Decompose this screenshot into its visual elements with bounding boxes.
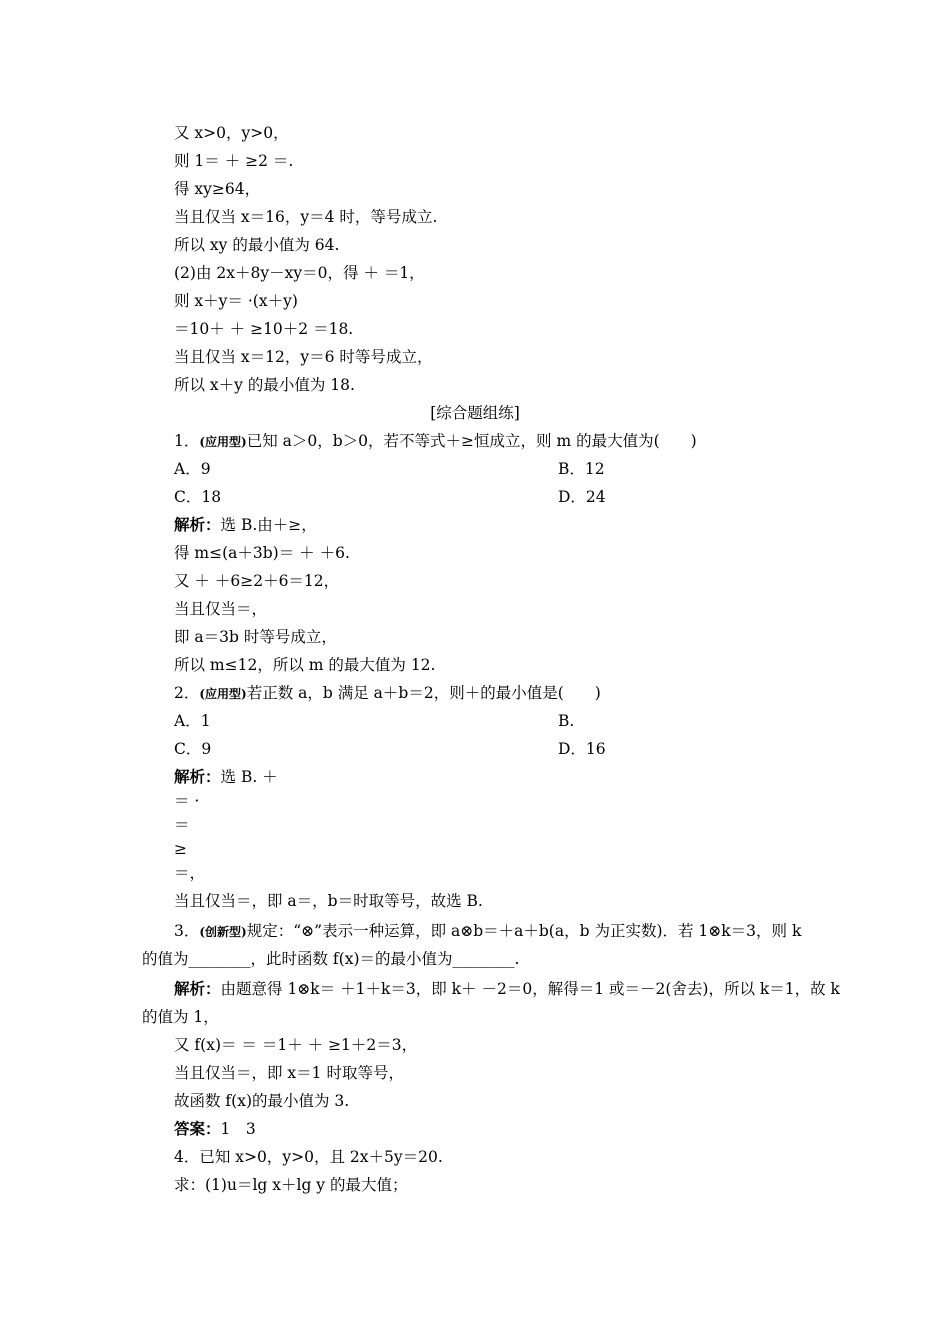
option-a: A．9 [174, 460, 211, 478]
solution-line: 所以 m≤12，所以 m 的最大值为 12. [174, 656, 436, 674]
text-line: 所以 xy 的最小值为 64. [174, 236, 340, 254]
question-4 [174, 1148, 443, 1166]
text-line: 所以 x＋y 的最小值为 18. [174, 376, 355, 394]
solution-text: 由题意得 1⊗k＝ ＋1＋k＝3，即 k＋ －2＝0，解得＝1 或＝－2(舍去)，所以 k＝1，故 k [220, 980, 840, 998]
option-c: C．9 [174, 740, 212, 758]
text-line: 当且仅当 x＝16，y＝4 时，等号成立. [174, 208, 438, 226]
solution-line: 得 m≤(a＋3b)＝ ＋ ＋6. [174, 544, 350, 562]
text-line: 当且仅当 x＝12，y＝6 时等号成立， [174, 348, 433, 366]
question-stem: 已知 x>0，y>0，且 2x＋5y＝20. [199, 1148, 443, 1166]
question-2 [174, 684, 601, 703]
solution-label: 解析： [174, 515, 221, 534]
option-b: B. [558, 712, 575, 730]
option-a: A．1 [174, 712, 211, 730]
solution-line: ≥ [174, 840, 187, 858]
answer-line [174, 1120, 256, 1138]
text-line: 得 xy≥64， [174, 180, 261, 198]
solution-line: 当且仅当＝，即 x＝1 时取等号， [174, 1064, 404, 1082]
solution-line: ＝ [174, 816, 190, 834]
solution-line [174, 516, 317, 534]
option-b: B．12 [558, 460, 605, 478]
question-tag: (创新型) [199, 925, 247, 939]
text-line: 则 x＋y＝ ·(x＋y) [174, 292, 298, 310]
text-line: ＝10＋ ＋ ≥10＋2 ＝18. [174, 320, 354, 338]
solution-label: 解析： [174, 979, 221, 998]
question-3 [174, 922, 801, 941]
solution-line: 又 ＋ ＋6≥2＋6＝12， [174, 572, 340, 590]
question-tag: (应用型) [199, 687, 247, 701]
solution-text: 选 B.由＋≥， [220, 516, 317, 534]
solution-line: 的值为 1， [142, 1008, 219, 1026]
option-c: C．18 [174, 488, 222, 506]
solution-line: 故函数 f(x)的最小值为 3. [174, 1092, 350, 1110]
question-tag: (应用型) [199, 435, 247, 449]
section-title: [综合题组练] [430, 404, 520, 422]
question-number: 2． [174, 684, 200, 702]
question-stem-cont: 的值为________，此时函数 f(x)＝的最小值为________. [142, 950, 520, 968]
solution-line [174, 768, 278, 786]
answer-label: 答案： [174, 1119, 221, 1138]
solution-line: 当且仅当＝，即 a＝，b＝时取等号，故选 B. [174, 892, 483, 910]
answer-text: 1 3 [220, 1120, 256, 1138]
question-stem: 规定：“⊗”表示一种运算，即 a⊗b＝＋a＋b(a，b 为正实数)．若 1⊗k＝3，则 k [246, 922, 802, 940]
solution-line: 又 f(x)＝ ＝ ＝1＋ ＋ ≥1＋2＝3， [174, 1036, 418, 1054]
solution-line: 即 a＝3b 时等号成立， [174, 628, 337, 646]
text-line: (2)由 2x＋8y－xy＝0，得 ＋ ＝1， [174, 264, 425, 282]
solution-line [174, 980, 840, 998]
option-d: D．16 [558, 740, 606, 758]
solution-line: ＝， [174, 864, 206, 882]
question-number: 1． [174, 432, 200, 450]
solution-line: 当且仅当＝， [174, 600, 268, 618]
solution-text: 选 B. ＋ [220, 768, 278, 786]
solution-line: ＝ · [174, 792, 200, 810]
question-stem: 已知 a＞0，b＞0，若不等式＋≥恒成立，则 m 的最大值为( ) [246, 432, 697, 450]
question-number: 4． [174, 1148, 200, 1166]
question-1 [174, 432, 697, 451]
solution-label: 解析： [174, 767, 221, 786]
question-sub: 求：(1)u＝lg x＋lg y 的最大值； [174, 1176, 408, 1194]
option-d: D．24 [558, 488, 606, 506]
question-stem: 若正数 a，b 满足 a＋b＝2，则＋的最小值是( ) [246, 684, 601, 702]
text-line: 则 1＝ ＋ ≥2 ＝. [174, 152, 294, 170]
question-number: 3． [174, 922, 200, 940]
text-line: 又 x>0，y>0， [174, 124, 289, 142]
